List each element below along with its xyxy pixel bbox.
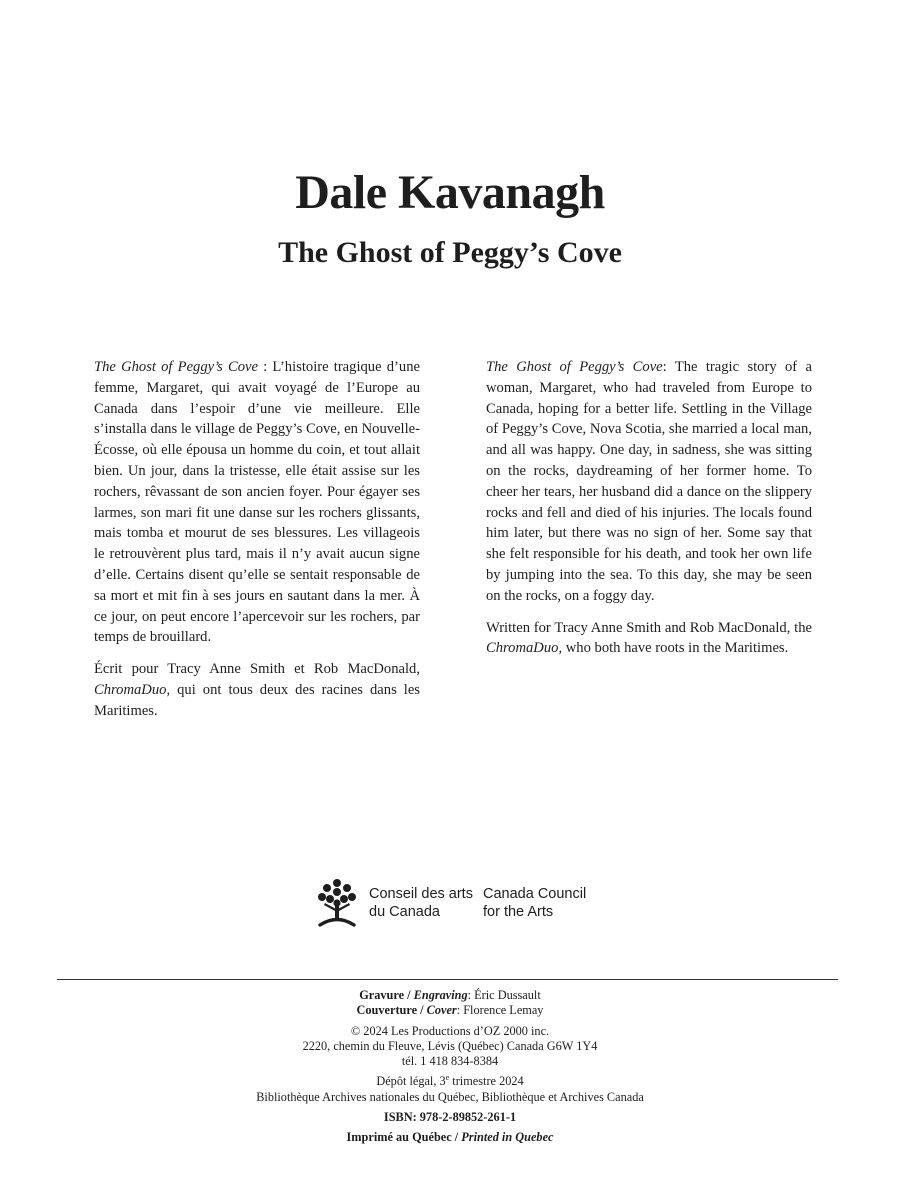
council-en-line1: Canada Council <box>483 886 587 902</box>
french-intro-text: L’histoire tragique d’une femme, Margaret, qui avait voyagé de l’Europe au Canada dans l’espoir d’une vie meilleure. Elle s’installa dans le village de Peggy’s Cove, en Nouvelle-Écosse, où elle épousa un homme du coin, et tout allait bien. Un jour, dans la tristesse, elle était assise sur les rochers, rêvassant de son ancien foyer. Pour égayer ses larmes, son mari fit une danse sur les rochers glissants, mais tomba et mourut de ses blessures. Les villageois le retrouvèrent plus tard, mais il n’y avait aucun signe d’elle. Certains disent qu’elle se sentait responsable de sa mort et mit fin à ses jours en sautant dans la mer. À ce jour, on peut encore l’apercevoir sur les rochers, par temps de brouillard. <box>94 359 420 646</box>
isbn: ISBN: 978-2-89852-261-1 <box>383 1110 517 1125</box>
engraving-label-fr: Gravure / <box>359 988 414 1002</box>
french-dedication-pre: Écrit pour Tracy Anne Smith et Rob MacDonald, <box>94 661 420 678</box>
legal-deposit-post: trimestre 2024 <box>449 1074 524 1089</box>
english-dedication-pre: Written for Tracy Anne Smith and Rob MacDonald, the <box>486 619 812 636</box>
copyright: © 2024 Les Productions d’OZ 2000 inc. <box>350 1023 550 1038</box>
legal-deposit <box>0 1074 900 1089</box>
divider <box>57 979 838 980</box>
publisher-address: 2220, chemin du Fleuve, Lévis (Québec) Canada G6W 1Y4 <box>302 1038 598 1053</box>
council-name-en <box>483 885 586 921</box>
french-dedication-post: , qui ont tous deux des racines dans les Maritimes. <box>94 681 420 719</box>
french-dedication-ensemble: ChromaDuo <box>94 681 167 698</box>
council-name-fr <box>369 885 483 921</box>
english-dedication <box>486 618 812 660</box>
english-intro-paragraph <box>486 357 812 607</box>
legal-deposit-pre: Dépôt légal, 3 <box>376 1074 446 1089</box>
piece-title: The Ghost of Peggy’s Cove <box>278 236 622 269</box>
english-intro-title: The Ghost of Peggy’s Cove <box>486 359 663 375</box>
french-dedication <box>94 659 420 721</box>
maple-tree-icon <box>315 878 359 928</box>
french-description <box>94 357 420 733</box>
cover-label-en: Cover <box>426 1003 457 1018</box>
colophon <box>0 988 900 1146</box>
cover-value: : Florence Lemay <box>456 1003 544 1018</box>
canada-council-logo <box>315 878 586 928</box>
printed-en: Printed in Quebec <box>461 1130 554 1145</box>
printed-fr: Imprimé au Québec / <box>346 1130 462 1145</box>
french-intro-title: The Ghost of Peggy’s Cove <box>94 359 258 375</box>
author-name: Dale Kavanagh <box>295 166 605 219</box>
french-intro-paragraph <box>94 357 420 648</box>
cover-credit <box>0 1003 900 1018</box>
printed-in <box>0 1130 900 1145</box>
french-intro-sep: : <box>257 359 273 375</box>
publisher-phone: tél. 1 418 834-8384 <box>401 1054 499 1069</box>
cover-label-fr: Couverture / <box>356 1003 427 1018</box>
council-en-line2: for the Arts <box>483 904 554 920</box>
english-dedication-post: , who both have roots in the Maritimes. <box>558 640 789 657</box>
libraries: Bibliothèque Archives nationales du Québec, Bibliothèque et Archives Canada <box>256 1089 644 1104</box>
engraving-label-en: Engraving <box>413 988 468 1002</box>
engraving-value: : Éric Dussault <box>467 988 541 1002</box>
council-fr-line2: du Canada <box>369 904 440 920</box>
council-fr-line1: Conseil des arts <box>369 886 473 902</box>
english-intro-sep: : <box>662 359 675 375</box>
english-intro-text: The tragic story of a woman, Margaret, who had traveled from Europe to Canada, hoping for a better life. Settling in the Village of Peggy’s Cove, Nova Scotia, she married a local man, and all was happy. One day, in sadness, she was sitting on the rocks, daydreaming of her former home. To cheer her tears, her husband did a dance on the slippery rocks and fell and died of his injuries. The locals found him later, but there was no sign of her. Some say that she felt responsible for his death, and took her own life by jumping into the sea. To this day, she may be seen on the rocks, on a foggy day. <box>486 359 812 604</box>
legal-deposit-sup: e <box>445 1073 450 1083</box>
english-dedication-ensemble: ChromaDuo <box>486 640 559 657</box>
engraving-credit <box>0 988 900 1003</box>
english-description <box>486 357 812 670</box>
